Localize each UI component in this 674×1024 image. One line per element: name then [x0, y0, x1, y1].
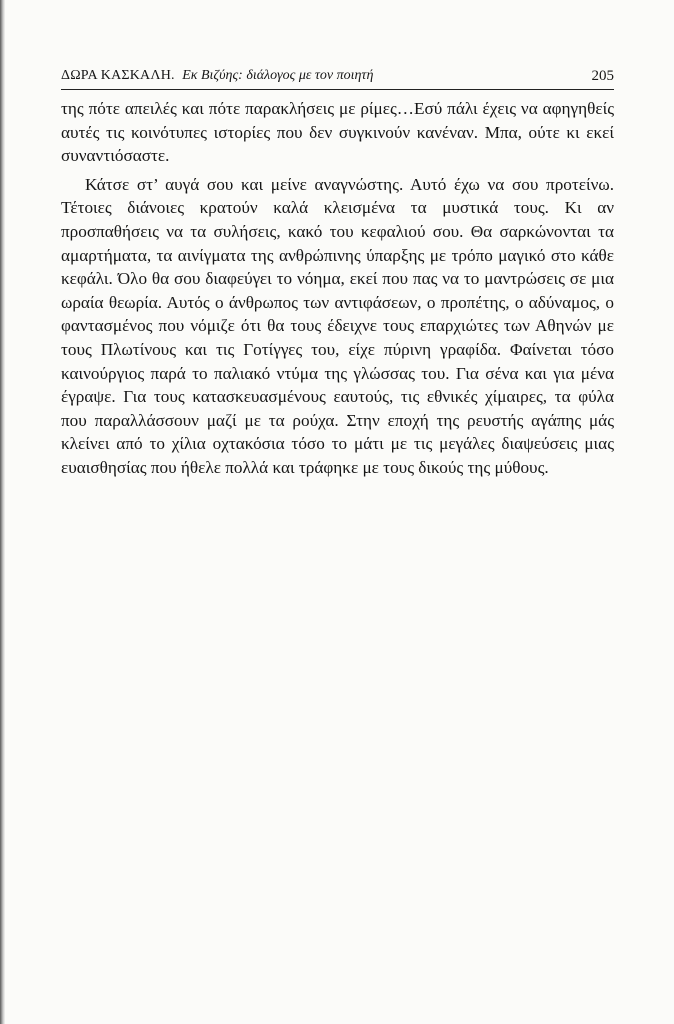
- header-subtitle: Εκ Βιζύης: διάλογος με τον ποιητή: [182, 68, 374, 83]
- header-author: ΔΩΡΑ ΚΑΣΚΑΛΗ.: [61, 68, 175, 83]
- header-rule: [61, 89, 614, 90]
- paragraph-1: της πότε απειλές και πότε παρακλήσεις με ρίμες…Εσύ πάλι έχεις να αφηγηθείς αυτές τις κοινότυπες ιστορίες που δεν συγκινούν κανέναν. Μπα, ούτε κι εκεί συναντιόσαστε.: [61, 99, 614, 166]
- binding-shadow: [0, 0, 5, 1024]
- body-text: [61, 97, 614, 480]
- page-number: 205: [591, 68, 614, 84]
- paragraph-2: Κάτσε στ’ αυγά σου και μείνε αναγνώστης. Αυτό έχω να σου προτείνω. Τέτοιες διάνοιες κρατούν καλά κλεισμένα τα μυστικά τους. Κι αν προσπαθήσεις να τα συλήσεις, κακό του κεφαλιού σου. Θα σαρκώνονται τα αμαρτήματα, τα αινίγματα της ανθρώπινης ύπαρξης με τρόπο μαγικό στο κάθε κεφάλι. Όλο θα σου διαφεύγει το νόημα, εκεί που πας να το μαντρώσεις σε μια ωραία θεωρία. Αυτός ο άνθρωπος των αντιφάσεων, ο προπέτης, ο αδύναμος, ο φαντασμένος που νόμιζε ότι θα τους έδειχνε τους επαρχιώτες των Αθηνών με τους Πλωτίνους και τις Γοτίγγες του, είχε πύρινη γραφίδα. Φαίνεται τόσο καινούργιος παρά το παλιακό ντύμα της γλώσσας του. Για σένα και για μένα έγραψε. Για τους κατασκευασμένους εαυτούς, τις εθνικές χίμαιρες, τα φύλα που παραλλάσσουν μαζί με τα ρούχα. Στην εποχή της ρευστής αγάπης μάς κλείνει από το χίλια οχτακόσια τόσο το μάτι με τις μεγάλες διαψεύσεις μιας ευαισθησίας που ήθελε πολλά και τράφηκε με τους δικούς της μύθους.: [61, 174, 614, 477]
- running-header: [61, 66, 614, 88]
